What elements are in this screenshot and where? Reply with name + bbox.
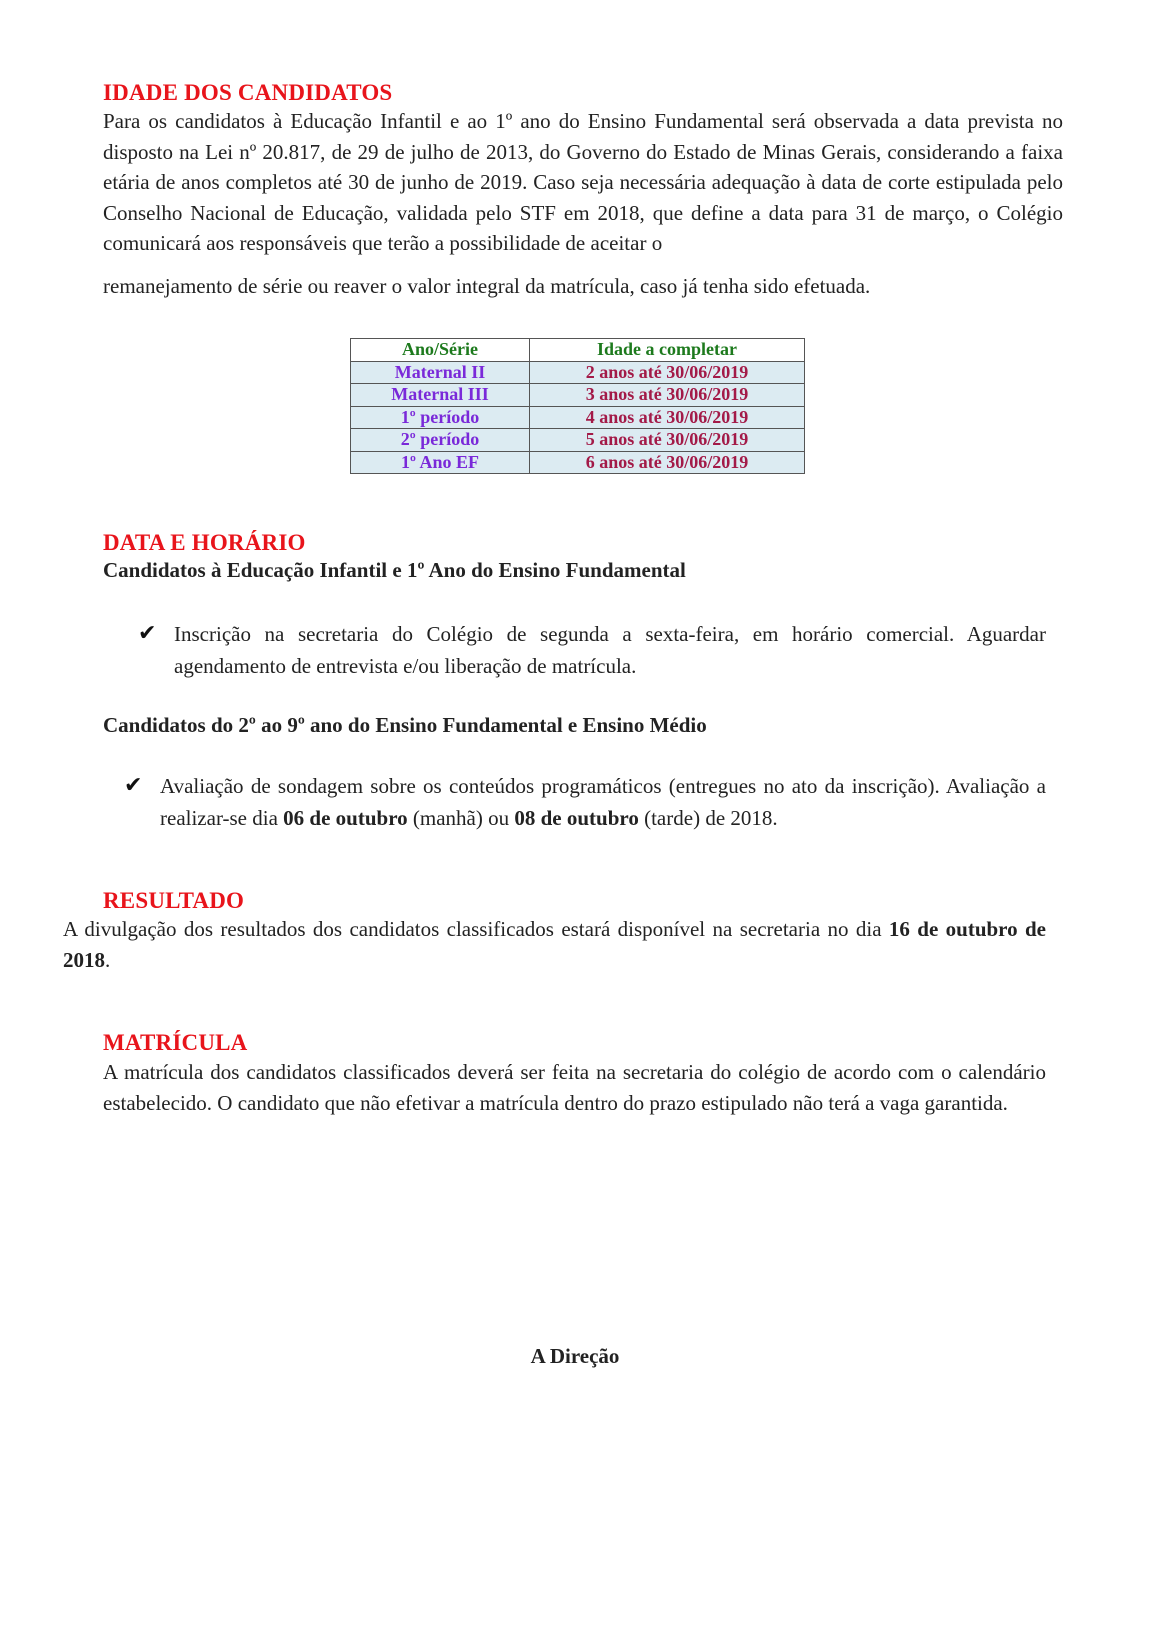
group1-bullet <box>138 618 1046 682</box>
age-table-cell-serie: 2º período <box>351 429 530 452</box>
age-table-cell-idade: 6 anos até 30/06/2019 <box>530 451 805 474</box>
group2-bullet-text-c: (tarde) de 2018. <box>638 806 778 830</box>
idade-text-last: remanejamento de série ou reaver o valor integral da matrícula, caso já tenha sido efetuada. <box>103 273 871 298</box>
age-table <box>350 338 805 474</box>
group2-bullet <box>124 770 1046 834</box>
age-table-cell-idade: 3 anos até 30/06/2019 <box>530 384 805 407</box>
age-table-header-idade: Idade a completar <box>530 339 805 362</box>
table-row <box>351 451 805 474</box>
checkmark-icon: ✔ <box>124 773 143 798</box>
age-table-cell-idade: 2 anos até 30/06/2019 <box>530 361 805 384</box>
group1-bullet-text: Inscrição na secretaria do Colégio de segunda a sexta-feira, em horário comercial. Aguardar agendamento de entrevista e/ou liberação de matrícula. <box>174 622 1046 678</box>
resultado-text-b: . <box>105 947 111 972</box>
resultado-text-a: A divulgação dos resultados dos candidatos classificados estará disponível na secretaria no dia <box>63 917 889 941</box>
signature: A Direção <box>530 1344 620 1368</box>
resultado-date: 16 de outubro de 2018 <box>63 917 1046 972</box>
group2-title: Candidatos do 2º ao 9º ano do Ensino Fundamental e Ensino Médio <box>103 713 707 737</box>
group2-bullet-text-b: (manhã) ou <box>407 806 515 830</box>
age-table-header-row <box>351 339 805 362</box>
checkmark-icon: ✔ <box>138 621 157 646</box>
age-table-cell-serie: 1º Ano EF <box>351 451 530 474</box>
table-row <box>351 361 805 384</box>
group2-date2: 08 de outubro <box>514 806 639 830</box>
age-table-cell-serie: 1º período <box>351 406 530 429</box>
age-table-cell-serie: Maternal II <box>351 361 530 384</box>
group2-bullet-text-a: Avaliação de sondagem sobre os conteúdos programáticos (entregues no ato da inscrição). Avaliação a realizar-se dia <box>160 774 1046 830</box>
group1-title: Candidatos à Educação Infantil e 1º Ano do Ensino Fundamental <box>103 558 686 582</box>
section-heading-matricula: MATRÍCULA <box>103 1030 248 1055</box>
age-table-cell-idade: 4 anos até 30/06/2019 <box>530 406 805 429</box>
table-row <box>351 384 805 407</box>
table-row <box>351 406 805 429</box>
age-table-header-serie: Ano/Série <box>351 339 530 362</box>
idade-text: Para os candidatos à Educação Infantil e ao 1º ano do Ensino Fundamental será observada a data prevista no disposto na Lei nº 20.817, de 29 de julho de 2013, do Governo do Estado de Minas Gerais, considerando a faixa etária de anos completos até 30 de junho de 2019. Caso seja necessária adequação à data de corte estipulada pelo Conselho Nacional de Educação, validada pelo STF em 2018, que define a data para 31 de março, o Colégio comunicará aos responsáveis que terão a possibilidade de aceitar o <box>103 109 1063 255</box>
group2-date1: 06 de outubro <box>283 806 408 830</box>
section-heading-idade: IDADE DOS CANDIDATOS <box>103 80 393 105</box>
idade-paragraph <box>103 106 1063 301</box>
age-table-cell-serie: Maternal III <box>351 384 530 407</box>
age-table-cell-idade: 5 anos até 30/06/2019 <box>530 429 805 452</box>
section-heading-data-horario: DATA E HORÁRIO <box>103 530 306 555</box>
section-heading-resultado: RESULTADO <box>103 888 245 913</box>
resultado-paragraph <box>63 914 1046 975</box>
table-row <box>351 429 805 452</box>
matricula-paragraph: A matrícula dos candidatos classificados deverá ser feita na secretaria do colégio de acordo com o calendário estabelecido. O candidato que não efetivar a matrícula dentro do prazo estipulado não terá a vaga garantida. <box>103 1060 1046 1115</box>
